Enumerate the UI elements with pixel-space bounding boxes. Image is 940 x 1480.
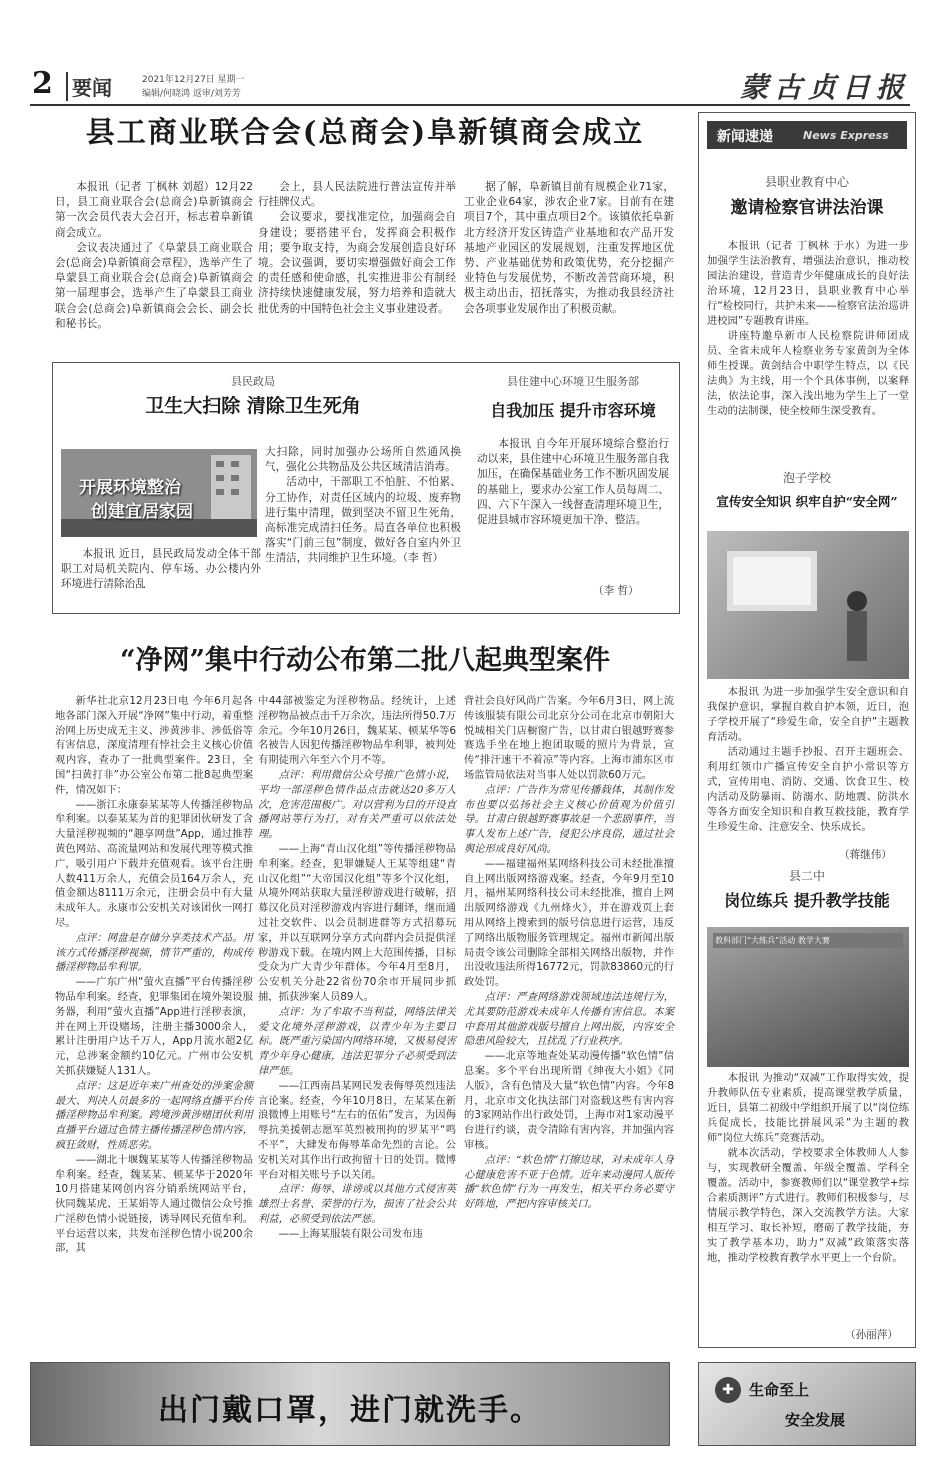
headline-cleanup: 卫生大扫除 清除卫生死角 xyxy=(145,395,361,417)
paragraph: ——湖北十堰魏某某等人传播淫秽物品牟利案。经查，魏某某、顿某华于2020年10月搭建某网创内容分销系统网站平台，伙同魏某虎、王某娟等人通过微信公众号推广淫秽色情小说链接，诱导网民充值牟利。平台运营以来，共发布淫秽色情小说200余部，其 xyxy=(55,1153,253,1255)
date-line: 2021年12月27日 星期一 xyxy=(142,75,245,85)
photo-classroom-illustration xyxy=(707,531,909,679)
paragraph: ——江西南昌某网民发表侮辱英烈违法言论案。经查，今年10月8日，左某某在新浪微博上用账号“左右的伍佑”发言，为因侮辱抗美援朝志愿军英烈被刑拘的罗某平“鸣不平”，大肆发布侮辱革命先烈的言论。公安机关对其作出行政拘留十日的处罚。微博平台对相关账号予以关闭。 xyxy=(258,1079,456,1181)
article2-col3 xyxy=(464,694,674,1212)
article1-col2 xyxy=(258,180,456,317)
dept-paozi-school: 泡子学校 xyxy=(782,471,831,485)
paragraph: 讲座特邀阜新市人民检察院讲师团成员、全省未成年人检察业务专家黄剑为全体师生授课。黄剑结合中职学生特点，以《民法典》为主线，用一个个具体事例，以案释法，依法论事，深入浅出地为学生上了一堂生动的法制课，使全校师生深受教育。 xyxy=(707,330,909,417)
sidebar-header xyxy=(707,121,907,149)
masthead xyxy=(30,64,910,104)
paragraph: 本报讯 自今年开展环境综合整治行动以来，县住建中心环境卫生服务部自我加压，在确保基础业务工作不断巩固发展的基础上，要求办公室工作人员每周二、四、六下午深入一线督查清理环境卫生，促进县城市容环境更加干净、整洁。 xyxy=(477,438,669,527)
paragraph: 本报讯（记者 丁枫林 于水）为进一步加强学生法治教育，增强法治意识，推动校园法治建设，营造青少年健康成长的良好法治环境，12月23日，县职业教育中心举行“检校同行，共护未来——检察官法治巡讲进校园”专题教育讲座。 xyxy=(707,240,909,327)
footer-slogan-banner xyxy=(30,1362,670,1446)
cleanup-lead xyxy=(61,547,261,593)
paragraph: 活动通过主题手抄报、召开主题班会、利用红领巾广播宣传安全自护小常识等方式，宣传用电、消防、交通、饮食卫生、校内活动及防暴雨、防溺水、防地震、防洪水等各方面安全知识和自救互救技能，教育学生珍爱生命、注意安全、快乐成长。 xyxy=(707,746,909,833)
paragraph: 中44部被鉴定为淫秽物品。经统计，上述淫秽物品被点击千万余次，违法所得50.7万余元。今年10月26日，魏某某、顿某华等6名被告人因犯传播淫秽物品牟利罪，被判处有期徒刑六年至六个月不等。 xyxy=(258,695,456,767)
paragraph: 本报讯 为推动“双减”工作取得实效，提升教师队伍专业素质，提高课堂教学质量，近日，县第二初级中学组织开展了以“岗位练兵促成长，技能比拼展风采”为主题的教师“岗位大练兵”竞赛活动。 xyxy=(707,1072,909,1144)
paragraph: 新华社北京12月23日电 今年6月起各地各部门深入开展“净网”集中行动，着重整治网上历史成无主义、涉黄涉非、涉低俗等有害信息，深度清理有悖社会主义核心价值观内容，查办了一批典型案件。23日，全国“扫黄打非”办公室公布第二批8起典型案件，情况如下： xyxy=(55,695,253,796)
housing-byline: （李 哲） xyxy=(593,585,639,597)
dept-vocational: 县职业教育中心 xyxy=(764,175,849,189)
paragraph: 本报讯 为进一步加强学生安全意识和自我保护意识，掌握自救自护本领，近日，泡子学校开展了“珍爱生命，安全自护”主题教育活动。 xyxy=(707,686,909,743)
section-name: 要闻 xyxy=(66,72,112,101)
photo-caption-2: 创建宜居家园 xyxy=(91,502,193,522)
item2-body xyxy=(707,685,909,835)
item3-body xyxy=(707,1071,909,1266)
headline-city-appearance: 自我加压 提升市容环境 xyxy=(490,401,656,420)
newspaper-name: 蒙古贞日报 xyxy=(739,71,910,104)
teaching-contest-photo xyxy=(707,927,909,1067)
paragraph: 活动中，干部职工不怕脏、不怕累、分工协作，对责任区域内的垃圾、废弃物进行集中清理，做到坚决不留卫生死角，高标准完成清扫任务。局直各单位也积极落实“门前三包”制度，做好各自室内外卫生清洁，共同维护卫生环境。（李 哲） xyxy=(265,476,461,565)
comment: 点评：网盘是存储分享类技术产品。用该方式传播淫秽视频，情节严重的，构成传播淫秽物品牟利罪。 xyxy=(55,931,253,974)
comment: 点评：这是近年来广州查处的涉案金额最大、判决人员最多的一起网络直播平台传播淫秽物品牟利案。跨境涉黄涉赌团伙利用直播平台通过色情主播传播淫秽色情内容，疯狂敛财，性质恶劣。 xyxy=(55,1079,253,1151)
paragraph: ——福建福州某网络科技公司未经批准擅自上网出版网络游戏案。经查，今年9月至10月，福州某网络科技公司未经批准，擅自上网出版网络游戏《九州烽火》，并在游戏页上套用从网络上搜索到的版号信息进行运营，违反了网络出版物服务管理规定。福州市新闻出版局责令该公司删除全部相关网络出版物，并作出没收违法所得16772元，罚款83860元的行政处罚。 xyxy=(464,857,674,989)
paragraph: ——广东广州“萤火直播”平台传播淫秽物品牟利案。经查，犯罪集团在境外架设服务器，利用“萤火直播”App进行淫秽表演，并在网上开设赌场，注册主播3000余人，累计注册用户达千万人，App月流水超2亿元，总涉案金额约10亿元。广州市公安机关抓获嫌疑人131人。 xyxy=(55,976,253,1077)
paragraph: 会议表决通过了《阜蒙县工商业联合会(总商会)阜新镇商会章程》，选举产生了阜蒙县工商业联合会(总商会)阜新镇商会第一届理事会，选举产生了阜蒙县工商业联合会(总商会)阜新镇商会会长、副会长和秘书长。 xyxy=(55,241,253,330)
paragraph: ——北京等地查处某动漫传播“软色情”信息案。多个平台出现所谓《绅夜大小姐》《同人版》，含有色情及大量“软色情”内容。今年8月，北京市文化执法部门对盗载这些有害内容的3家网站作出行政处罚，上海市对1家动漫平台进行约谈，责令清除有害内容，并加强内容审核。 xyxy=(464,1050,674,1151)
headline-clean-net: “净网”集中行动公布第二批八起典型案件 xyxy=(119,645,611,676)
paragraph: 会议要求，要找准定位，加强商会自身建设；要搭建平台，发挥商会积极作用；要争取支持，为商会发展创造良好环境。会议强调，要切实增强做好商会工作的责任感和使命感，扎实推进非公有制经济持续快速健康发展，努力培养和造就大批优秀的中国特色社会主义事业建设者。 xyxy=(258,211,456,315)
editor-line: 编辑/何晓鸿 返审/刘芳芳 xyxy=(142,89,241,99)
article2-col2 xyxy=(258,694,456,1241)
paragraph: 本报讯 近日，县民政局发动全体干部职工对局机关院内、停车场、办公楼内外环境进行清除治乱 xyxy=(61,548,261,591)
paragraph: 会上，县人民法院进行普法宣传并举行挂牌仪式。 xyxy=(258,181,456,209)
paragraph: 背社会良好风尚广告案。今年6月3日，网上流传该服装有限公司北京分公司在北京市朝阳大悦城相关门店橱窗广告，以甘肃白银越野赛参赛选手坐在地上抱团取暖的照片为背景，宣传“排汗速干不着凉”等内容。上海市浦东区市场监管局依法对当事人处以罚款60万元。 xyxy=(464,695,674,781)
ad-line-2: 安全发展 xyxy=(785,1411,846,1429)
masthead-rule xyxy=(30,104,910,106)
item3-byline: （孙丽萍） xyxy=(845,1329,898,1341)
comment: 点评：侮辱、诽谤或以其他方式侵害英雄烈士名誉、荣誉的行为，损害了社会公共利益，必须受到依法严惩。 xyxy=(258,1183,456,1225)
news-express-sidebar xyxy=(698,112,916,1348)
ad-line-1: 生命至上 xyxy=(749,1381,810,1399)
comment: 点评：为了牟取不当利益，网络法律关爱文化境外淫秽游戏，以青少年为主要目标。既严重污染国内网络环境，又极易侵害青少年身心健康，违法犯罪分子必须受到法律严惩。 xyxy=(258,1005,456,1077)
headline-chamber: 县工商业联合会(总商会)阜新镇商会成立 xyxy=(85,115,645,149)
article1-col3 xyxy=(464,180,674,317)
headline-law-class: 邀请检察官讲法治课 xyxy=(730,198,884,218)
housing-body xyxy=(477,437,669,528)
paragraph: 大扫除，同时加强办公场所自然通风换气，强化公共物品及公共区域清洁消毒。 xyxy=(265,446,461,474)
comment: 点评：利用微信公众号推广色情小说，平均一部淫秽色情作品点击就达20多万人次，危害范围极广。对以营利为目的开设直播网站等行为打，对有关严重可以依法处理。 xyxy=(258,768,456,841)
dept-no2-middle: 县二中 xyxy=(788,869,825,883)
comment: 点评：“软色情”打擦边球，对未成年人身心健康危害不亚于色情。近年来动漫同人版传播“软色情”行为一再发生，相关平台务必要守好阵地，严把内容审核关口。 xyxy=(464,1153,674,1211)
headline-teaching: 岗位练兵 提升教学技能 xyxy=(724,891,890,910)
footer-safety-ad xyxy=(698,1362,916,1446)
contest-banner: 教科部门“大练兵”活动 教学大赛 xyxy=(713,933,903,948)
item1-body xyxy=(707,239,909,419)
paragraph: ——上海某服装有限公司发布违 xyxy=(278,1227,423,1240)
paragraph: 就本次活动，学校要求全体教师人人参与，实现教研全覆盖、年级全覆盖、学科全覆盖。活动中，参赛教师们以“课堂教学+综合素质测评”方式进行。教师们积极参与，尽情展示教学特色，深入交流教学方法。大家相互学习、取长补短，磨砺了教学技能，夯实了教学基本功，助力“双减”政策落实落地，推动学校教育教学水平更上一个台阶。 xyxy=(707,1147,909,1264)
paragraph: ——浙江永康泰某某等人传播淫秽物品牟利案。以泰某某为首的犯罪团伙研发了含大量淫秽视频的“趣享网盘”App，通过推荐黄色网站、高流量网站和发展代理等模式推广，吸引用户下载并充值观看。该平台注册人数411万余人，充值会员164万余人，充值金额达8111万余元，注册会员中有大量未成年人。永康市公安机关对该团伙一网打尽。 xyxy=(55,798,253,929)
safety-class-photo xyxy=(707,531,909,679)
sidebar-header-cn: 新闻速递 xyxy=(717,129,773,145)
dept-housing: 县住建中心环境卫生服务部 xyxy=(507,375,639,388)
dept-civil-affairs: 县民政局 xyxy=(231,375,275,388)
footer-slogan: 出门戴口罩，进门就洗手。 xyxy=(158,1393,542,1428)
env-cleanup-box xyxy=(52,362,680,614)
paragraph: ——上海“青山汉化组”等传播淫秽物品牟利案。经查，犯罪嫌疑人王某等组建“青山汉化组”“大帝国汉化组”等多个汉化组，从境外网站获取大量淫秽游戏进行破解，招募汉化员对淫秽游戏内容进行翻译，继而通过社交软件、以会员制进群等方式招募玩家，并以互联网分享方式向群内会员提供淫秽游戏下载。在境内网上大范围传播，目标受众为广大青少年群体。今年4月至8月，公安机关分赴22省份70余市开展同步抓捕，抓获涉案人员89人。 xyxy=(258,842,456,1003)
cleanup-body xyxy=(265,445,461,567)
item2-byline: （蒋继伟） xyxy=(839,849,892,861)
article2-col1 xyxy=(55,694,253,1256)
comment: 点评：严查网络游戏领域违法违规行为，尤其要防范游戏未成年人传播有害信息。本案中套用其他游戏版号擅自上网出版，内容安全隐患风险较大，且扰乱了行业秩序。 xyxy=(464,990,674,1048)
shield-icon: ✚ xyxy=(715,1377,741,1403)
article1-col1 xyxy=(55,180,253,332)
photo-caption-1: 开展环境整治 xyxy=(79,478,181,498)
page-number: 2 xyxy=(32,66,53,101)
sidebar-header-en: News Express xyxy=(803,129,889,142)
comment: 点评：广告作为常见传播载体，其制作发布也要以弘扬社会主义核心价值观为价值引导。甘肃白银越野赛事故是一个悲剧事件，当事人发布上述广告，侵犯公序良俗，通过社会舆论形成良好风尚。 xyxy=(464,783,674,855)
cleanup-photo xyxy=(61,449,257,537)
paragraph: 本报讯（记者 丁枫林 刘超）12月22日，县工商业联合会(总商会)阜新镇商会第一次会员代表大会召开，标志着阜新镇商会成立。 xyxy=(55,181,253,239)
paragraph: 据了解，阜新镇目前有规模企业71家，工业企业64家，涉农企业7家。目前有在建项目7个，其中重点项目2个。该镇依托阜新北方经济开发区铸造产业基地和农产品开发基地产业园区的发展规划，注重发挥地区优势、产业基础优势和政策优势，充分挖掘产业特色与发展优势，不断改善营商环境，积极主动出击，招抚落实，为推动我县经济社会各项事业发展作出了积极贡献。 xyxy=(464,181,674,315)
headline-safety: 宣传安全知识 织牢自护“安全网” xyxy=(716,494,898,509)
